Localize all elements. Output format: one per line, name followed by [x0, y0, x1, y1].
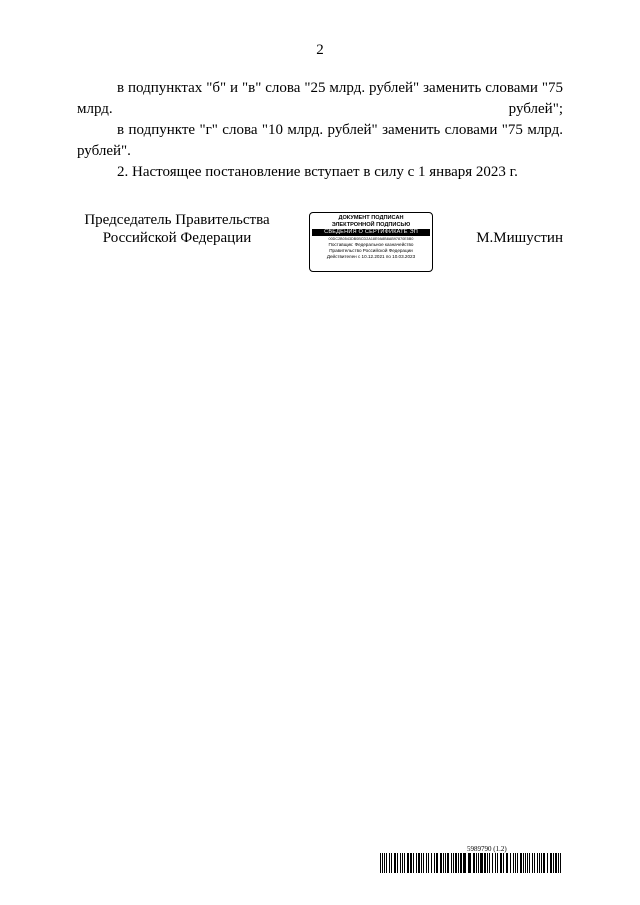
signatory-position — [77, 211, 277, 247]
document-id: 5989790 (1.2) — [467, 845, 507, 853]
stamp-validity: Действителен с 10.12.2021 по 10.03.2023 — [326, 254, 416, 260]
paragraph-subpoint-g — [77, 120, 563, 162]
page-number: 2 — [316, 42, 324, 58]
stamp-certificate-band: СВЕДЕНИЯ О СЕРТИФИКАТЕ ЭП — [312, 229, 430, 236]
position-line-2: Российской Федерации — [102, 230, 252, 246]
stamp-serial: 00DC2B0543DB0BCD2A18E9A8B8AB97870E5B0 — [328, 237, 414, 242]
paragraph-subpoints-b-v — [77, 78, 563, 120]
barcode-icon — [380, 853, 562, 873]
stamp-title-line-2: ЭЛЕКТРОННОЙ ПОДПИСЬЮ — [331, 221, 411, 228]
stamp-title-line-1: ДОКУМЕНТ ПОДПИСАН — [338, 215, 404, 221]
document-body — [77, 78, 563, 183]
position-line-1: Председатель Правительства — [84, 212, 270, 228]
stamp-supplier: Поставщик: Федеральное казначейство — [328, 242, 414, 248]
signatory-name: М.Мишустин — [476, 230, 563, 246]
electronic-signature-stamp — [309, 212, 433, 272]
paragraph-text: в подпункте "г" слова "10 млрд. рублей" заменить словами "75 млрд. рублей". — [77, 122, 563, 159]
stamp-owner: Правительство Российской Федерации — [329, 248, 413, 254]
paragraph-text: в подпунктах "б" и "в" слова "25 млрд. рублей" заменить словами "75 млрд. рублей"; — [77, 80, 563, 117]
paragraph-effective-date — [77, 162, 563, 183]
paragraph-text: 2. Настоящее постановление вступает в силу с 1 января 2023 г. — [117, 164, 518, 180]
